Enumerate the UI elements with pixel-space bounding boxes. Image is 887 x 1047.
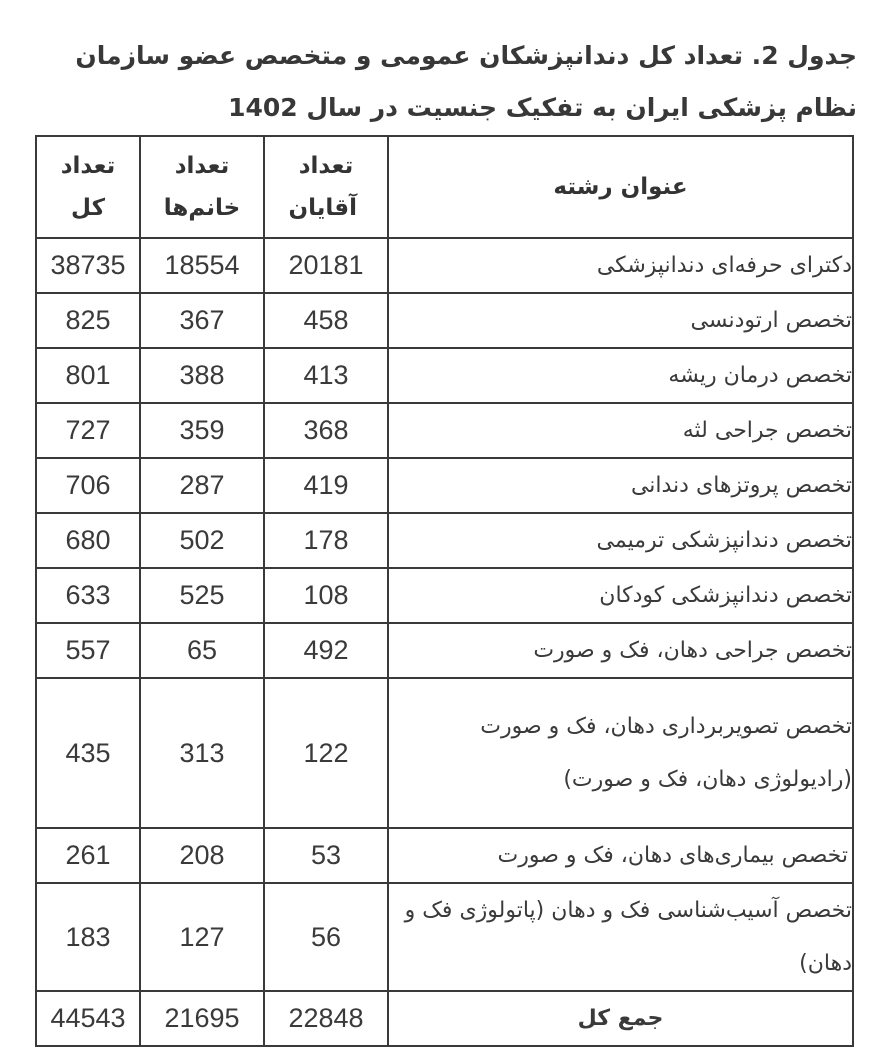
table-row — [36, 828, 853, 883]
table-row — [36, 883, 853, 991]
row-women: 502 — [140, 513, 264, 568]
row-title: تخصص جراحی دهان، فک و صورت — [388, 623, 853, 678]
header-title: عنوان رشته — [388, 136, 853, 238]
table-row — [36, 568, 853, 623]
row-total: 261 — [36, 828, 140, 883]
row-total: 38735 — [36, 238, 140, 293]
row-title: تخصص درمان ریشه — [388, 348, 853, 403]
row-title: دکترای حرفه‌ای دندانپزشکی — [388, 238, 853, 293]
total-title: جمع کل — [388, 991, 853, 1046]
header-row — [36, 136, 853, 238]
total-row — [36, 991, 853, 1046]
row-total: 680 — [36, 513, 140, 568]
row-title: تخصص بیماری‌های دهان، فک و صورت — [388, 828, 853, 883]
row-total: 633 — [36, 568, 140, 623]
table-row — [36, 458, 853, 513]
row-women: 18554 — [140, 238, 264, 293]
row-title: تخصص دندانپزشکی ترمیمی — [388, 513, 853, 568]
caption-line-1: جدول 2. تعداد کل دندانپزشکان عمومی و متخصص عضو سازمان — [75, 41, 857, 70]
header-men: تعداد آقایان — [264, 136, 388, 238]
row-total: 435 — [36, 678, 140, 828]
table-caption — [27, 30, 857, 134]
total-men: 22848 — [264, 991, 388, 1046]
row-men: 20181 — [264, 238, 388, 293]
row-title: تخصص آسیب‌شناسی فک و دهان (پاتولوژی فک و دهان) — [388, 883, 853, 991]
row-women: 287 — [140, 458, 264, 513]
row-total: 183 — [36, 883, 140, 991]
row-total: 727 — [36, 403, 140, 458]
row-women: 525 — [140, 568, 264, 623]
row-men: 492 — [264, 623, 388, 678]
header-total: تعداد کل — [36, 136, 140, 238]
row-total: 801 — [36, 348, 140, 403]
row-women: 388 — [140, 348, 264, 403]
row-men: 419 — [264, 458, 388, 513]
row-women: 208 — [140, 828, 264, 883]
table-row — [36, 513, 853, 568]
row-men: 56 — [264, 883, 388, 991]
total-women: 21695 — [140, 991, 264, 1046]
table-row — [36, 293, 853, 348]
row-men: 53 — [264, 828, 388, 883]
header-women: تعداد خانم‌ها — [140, 136, 264, 238]
row-title: تخصص دندانپزشکی کودکان — [388, 568, 853, 623]
row-men: 458 — [264, 293, 388, 348]
row-total: 557 — [36, 623, 140, 678]
row-title: تخصص تصویربرداری دهان، فک و صورت (رادیولوژی دهان، فک و صورت) — [388, 678, 853, 828]
row-men: 178 — [264, 513, 388, 568]
table-row — [36, 403, 853, 458]
row-women: 65 — [140, 623, 264, 678]
table-row — [36, 678, 853, 828]
table-row — [36, 238, 853, 293]
caption-line-2: نظام پزشکی ایران به تفکیک جنسیت در سال 1402 — [228, 93, 857, 122]
row-title: تخصص ارتودنسی — [388, 293, 853, 348]
row-men: 122 — [264, 678, 388, 828]
row-women: 313 — [140, 678, 264, 828]
row-title: تخصص پروتزهای دندانی — [388, 458, 853, 513]
row-men: 108 — [264, 568, 388, 623]
row-women: 367 — [140, 293, 264, 348]
row-men: 368 — [264, 403, 388, 458]
row-total: 825 — [36, 293, 140, 348]
row-women: 359 — [140, 403, 264, 458]
table-row — [36, 623, 853, 678]
row-women: 127 — [140, 883, 264, 991]
row-title: تخصص جراحی لثه — [388, 403, 853, 458]
dentists-table — [35, 135, 854, 1047]
total-all: 44543 — [36, 991, 140, 1046]
table-row — [36, 348, 853, 403]
row-total: 706 — [36, 458, 140, 513]
row-men: 413 — [264, 348, 388, 403]
